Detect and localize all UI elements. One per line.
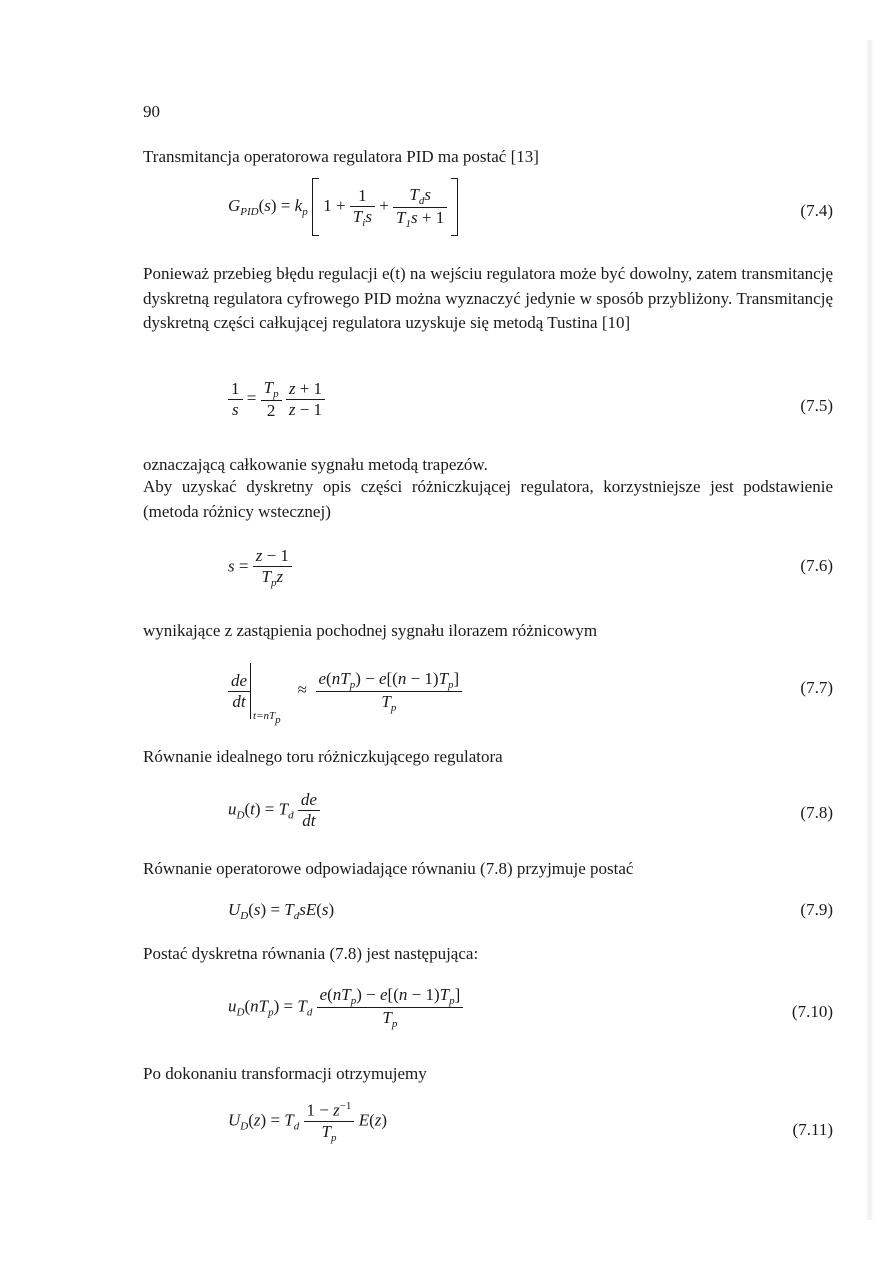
equation-7-6: s = $\frac{z - 1}{T_pz}$ (228, 546, 292, 589)
page-number: 90 (143, 102, 160, 121)
equation-number-7-10: (7.10) (791, 1002, 833, 1021)
paragraph-6: Równanie idealnego toru różniczkującego regulatora (143, 747, 503, 766)
equation-7-7: $\frac{de}{dt}$ $_{t=nT_p}$ ≈ $\frac{e(nT_p) - e[(n - 1)T_p]}{T_p}$ (228, 663, 462, 726)
paragraph-3: oznaczającą całkowanie sygnału metodą trapezów. (143, 455, 488, 474)
equation-number-7-6: (7.6) (800, 556, 833, 575)
equation-number-7-4: (7.4) (800, 201, 833, 220)
paragraph-9: Po dokonaniu transformacji otrzymujemy (143, 1064, 427, 1083)
equation-number-7-9: (7.9) (800, 900, 833, 919)
scan-shadow (865, 40, 873, 1220)
equation-number-7-11: (7.11) (792, 1120, 833, 1139)
paragraph-2: Ponieważ przebieg błędu regulacji e(t) na wejściu regulatora może być dowolny, zatem transmitancję dyskretną regulatora cyfrowego PID można wyznaczyć jedynie w sposób przybliżony. Transmitancję dyskretną części całkującej regulatora uzyskuje się metodą Tustina [10] (143, 264, 833, 332)
equation-7-10: $u_D(nT_p) = T_d$ $\frac{e(nT_p) - e[(n - 1)T_p]}{T_p}$ (228, 985, 463, 1030)
paragraph-8: Postać dyskretna równania (7.8) jest następująca: (143, 944, 479, 963)
equation-7-5: $\frac{1}{s}$ = $\frac{T_p}{2}$ $\frac{z + 1}{z - 1}$ (228, 378, 325, 421)
paragraph-4: Aby uzyskać dyskretny opis części różniczkującej regulatora, korzystniejsze jest podstawienie (metoda różnicy wstecznej) (143, 477, 833, 521)
equation-7-4: $G_{PID}(s) = k_p$ 1 + $\frac{1}{T_is}$ + $\frac{T_ds}{T_1s + 1}$ (228, 178, 458, 236)
equation-7-9: $U_D(s) = T_dsE(s)$ (228, 900, 335, 922)
equation-number-7-5: (7.5) (800, 396, 833, 415)
paragraph-7: Równanie operatorowe odpowiadające równaniu (7.8) przyjmuje postać (143, 859, 634, 878)
equation-7-8: $u_D(t) = T_d$ $\frac{de}{dt}$ (228, 790, 320, 831)
equation-7-11: $U_D(z) = T_d$ $\frac{1 - z^{-1}}{T_p}$ E(z) (228, 1100, 388, 1144)
equation-number-7-7: (7.7) (800, 678, 833, 697)
paragraph-5: wynikające z zastąpienia pochodnej sygnału ilorazem różnicowym (143, 621, 598, 640)
paragraph-1: Transmitancja operatorowa regulatora PID ma postać [13] (143, 147, 539, 166)
equation-number-7-8: (7.8) (800, 803, 833, 822)
